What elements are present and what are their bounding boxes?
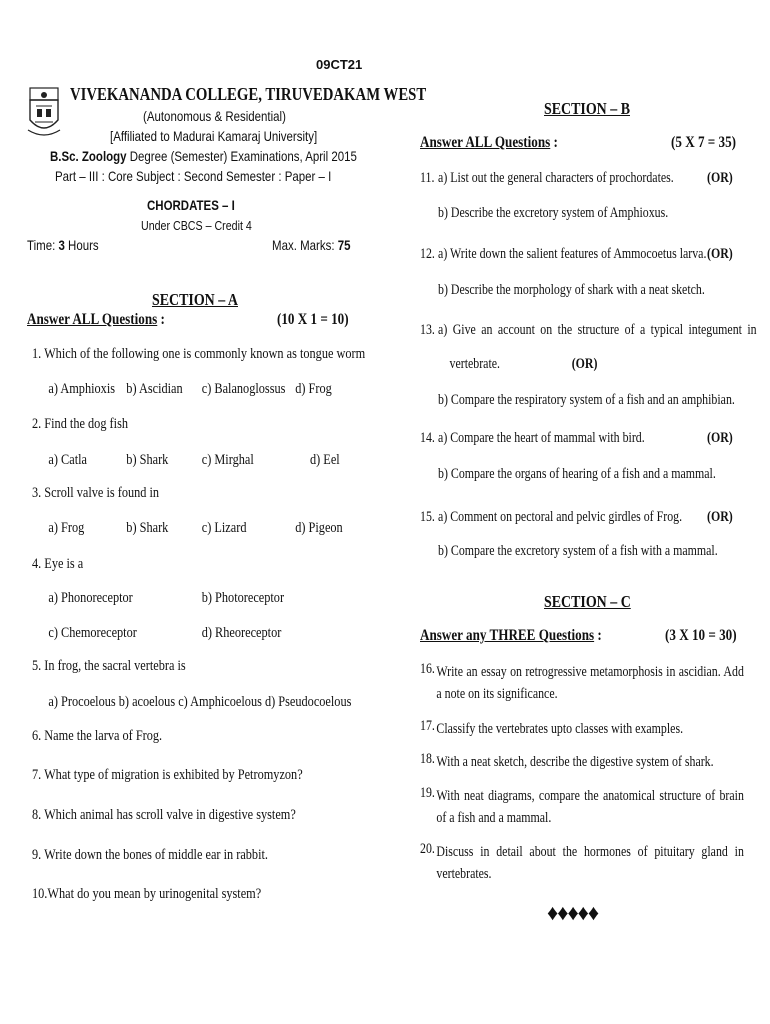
instruction-text: Answer ALL Questions	[27, 311, 158, 328]
question-text: With a neat sketch, describe the digestive system of shark.	[436, 754, 714, 770]
option: b) Shark	[126, 452, 169, 468]
section-c-title: SECTION – C	[544, 592, 631, 611]
question-12	[420, 246, 733, 298]
option: a) Catla	[48, 452, 87, 468]
question-part-a: a) Compare the heart of mammal with bird.	[438, 430, 645, 446]
section-a-title: SECTION – A	[152, 290, 238, 309]
option: c) Mirghal	[201, 452, 254, 468]
question-part-a: a) Give an account on the structure of a typical integument in	[438, 322, 757, 338]
instruction-text: Answer ALL Questions	[420, 134, 551, 151]
question-part-b: b) Compare the organs of hearing of a fish and a mammal.	[438, 466, 716, 482]
question-number: 11.	[420, 170, 435, 186]
marks-value: 75	[337, 237, 351, 253]
section-b-instruction	[420, 134, 558, 152]
question-number: 15.	[420, 509, 435, 525]
question-text: Write an essay on retrogressive metamorphosis in ascidian. Add a note on its significance.	[436, 664, 744, 702]
question-7: 7. What type of migration is exhibited by Petromyzon?	[32, 767, 303, 783]
section-b-title: SECTION – B	[544, 99, 630, 118]
time-unit: Hours	[64, 237, 99, 253]
question-2: 2. Find the dog fish	[32, 416, 129, 432]
question-part-b: b) Compare the respiratory system of a fish and an amphibian.	[438, 392, 735, 408]
question-15	[420, 509, 733, 559]
exam-time	[27, 237, 99, 253]
question-3: 3. Scroll valve is found in	[32, 485, 160, 501]
option: a) Frog	[48, 520, 85, 536]
question-number: 13.	[420, 322, 435, 338]
option: b) Ascidian	[126, 381, 183, 397]
question-14	[420, 430, 733, 482]
or-label: (OR)	[707, 246, 733, 262]
or-label: (OR)	[707, 509, 733, 525]
degree-name: B.Sc. Zoology	[50, 148, 127, 164]
marks-label: Max. Marks:	[272, 237, 338, 253]
question-part-b: b) Describe the excretory system of Amphioxus.	[438, 205, 669, 221]
question-number: 20.	[420, 841, 435, 857]
question-part-a: a) Comment on pectoral and pelvic girdles of Frog.	[438, 509, 683, 525]
option: d) Eel	[309, 452, 340, 468]
end-ornament: ♦♦♦♦♦	[547, 900, 599, 925]
subject-title: CHORDATES – I	[147, 197, 235, 213]
college-seal-icon	[27, 86, 61, 138]
question-part-a-cont: vertebrate.	[449, 356, 501, 372]
question-part-a: a) Write down the salient features of Ammocoetus larva.	[438, 246, 707, 262]
question-number: 16.	[420, 661, 435, 677]
instruction-colon: :	[550, 134, 558, 151]
section-c-marks: (3 X 10 = 30)	[665, 627, 737, 644]
max-marks	[272, 237, 350, 253]
or-label: (OR)	[707, 170, 733, 186]
option: a) Phonoreceptor	[48, 590, 133, 606]
instruction-text: Answer any THREE Questions	[420, 627, 595, 644]
time-value: 3	[58, 237, 65, 253]
section-c-questions	[420, 661, 744, 901]
option: b) Shark	[126, 520, 169, 536]
question-1: 1. Which of the following one is commonly known as tongue worm	[32, 346, 366, 362]
or-label: (OR)	[707, 430, 733, 446]
question-5: 5. In frog, the sacral vertebra is	[32, 658, 186, 674]
section-b-questions	[420, 170, 757, 570]
question-13	[420, 322, 757, 408]
or-label: (OR)	[571, 356, 598, 372]
college-name: VIVEKANANDA COLLEGE, TIRUVEDAKAM WEST	[70, 84, 427, 104]
section-a-instruction	[27, 311, 165, 329]
question-number: 14.	[420, 430, 435, 446]
question-text: Classify the vertebrates upto classes with examples.	[436, 721, 684, 737]
question-text: With neat diagrams, compare the anatomical structure of brain of a fish and a mammal.	[436, 788, 744, 826]
exam-degree	[50, 148, 357, 164]
question-part-b: b) Compare the excretory system of a fish with a mammal.	[438, 543, 718, 559]
section-c-instruction	[420, 627, 602, 645]
option: b) Photoreceptor	[201, 590, 285, 606]
paper-code: 09CT21	[316, 57, 363, 72]
option: d) Rheoreceptor	[201, 625, 282, 641]
question-number: 17.	[420, 718, 435, 734]
section-a-marks: (10 X 1 = 10)	[277, 311, 349, 328]
option: d) Frog	[295, 381, 332, 397]
exam-part: Part – III : Core Subject : Second Semester : Paper – I	[55, 168, 332, 184]
option: c) Chemoreceptor	[48, 625, 137, 641]
option: a) Amphioxis	[48, 381, 116, 397]
instruction-colon: :	[157, 311, 165, 328]
section-a-questions	[32, 346, 376, 916]
question-text: Discuss in detail about the hormones of pituitary gland in vertebrates.	[436, 844, 744, 882]
college-status: (Autonomous & Residential)	[143, 108, 286, 124]
question-9: 9. Write down the bones of middle ear in rabbit.	[32, 847, 269, 863]
credit-line: Under CBCS – Credit 4	[141, 218, 252, 233]
option: c) Balanoglossus	[201, 381, 286, 397]
question-part-a: a) List out the general characters of prochordates.	[438, 170, 674, 186]
question-8: 8. Which animal has scroll valve in digestive system?	[32, 807, 296, 823]
question-number: 12.	[420, 246, 435, 262]
time-label: Time:	[27, 237, 59, 253]
option: d) Pigeon	[295, 520, 343, 536]
question-part-b: b) Describe the morphology of shark with a neat sketch.	[438, 282, 705, 298]
question-4: 4. Eye is a	[32, 556, 84, 572]
option: c) Lizard	[201, 520, 247, 536]
instruction-colon: :	[594, 627, 602, 644]
degree-rest: Degree (Semester) Examinations, April 2015	[126, 148, 357, 164]
question-10: 10.What do you mean by urinogenital system?	[32, 886, 262, 902]
section-b-marks: (5 X 7 = 35)	[671, 134, 737, 151]
option: a) Procoelous b) acoelous c) Amphicoelous d) Pseudocoelous	[48, 694, 352, 710]
question-number: 18.	[420, 751, 435, 767]
question-11	[420, 170, 733, 221]
question-6: 6. Name the larva of Frog.	[32, 728, 163, 744]
college-affiliation: [Affiliated to Madurai Kamaraj University]	[110, 128, 318, 144]
question-number: 19.	[420, 785, 435, 801]
